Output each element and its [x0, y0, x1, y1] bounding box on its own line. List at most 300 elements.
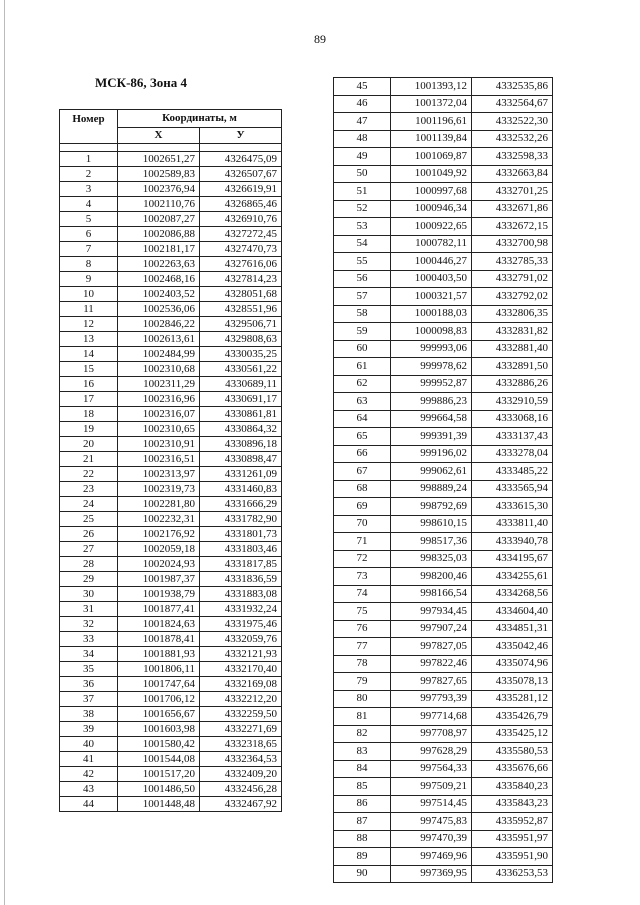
- table-row: [334, 165, 553, 183]
- coordinate-x: 997475,83: [391, 813, 472, 831]
- coordinate-x: 998610,15: [391, 515, 472, 533]
- coordinate-y: 4330689,11: [200, 377, 282, 392]
- table-row: [60, 767, 282, 782]
- table-row: [334, 113, 553, 131]
- coordinate-y: 4332672,15: [472, 218, 553, 236]
- coordinate-y: 4333485,22: [472, 463, 553, 481]
- coordinate-y: 4330864,32: [200, 422, 282, 437]
- coordinate-x: 1001824,63: [118, 617, 200, 632]
- coordinate-x: 998517,36: [391, 533, 472, 551]
- coordinate-x: 1002310,91: [118, 437, 200, 452]
- coordinate-x: 998889,24: [391, 480, 472, 498]
- point-number: 81: [334, 708, 391, 726]
- coordinate-y: 4332792,02: [472, 288, 553, 306]
- coordinate-y: 4332059,76: [200, 632, 282, 647]
- coordinate-x: 1001987,37: [118, 572, 200, 587]
- coordinate-y: 4332891,50: [472, 358, 553, 376]
- table-row: [334, 480, 553, 498]
- table-row: [334, 218, 553, 236]
- coordinate-y: 4330691,17: [200, 392, 282, 407]
- point-number: 49: [334, 148, 391, 166]
- point-number: 9: [60, 272, 118, 287]
- coordinate-y: 4335426,79: [472, 708, 553, 726]
- coordinate-x: 1000098,83: [391, 323, 472, 341]
- table-row: [334, 813, 553, 831]
- coordinate-y: 4327616,06: [200, 257, 282, 272]
- table-row: [334, 655, 553, 673]
- coordinate-x: 1001196,61: [391, 113, 472, 131]
- point-number: 44: [60, 797, 118, 812]
- coordinate-x: 1002176,92: [118, 527, 200, 542]
- point-number: 66: [334, 445, 391, 463]
- coordinate-y: 4328051,68: [200, 287, 282, 302]
- point-number: 35: [60, 662, 118, 677]
- point-number: 85: [334, 778, 391, 796]
- header-x: X: [118, 128, 200, 144]
- point-number: 7: [60, 242, 118, 257]
- coordinate-y: 4332671,86: [472, 200, 553, 218]
- coordinate-x: 1001706,12: [118, 692, 200, 707]
- coordinate-y: 4335951,90: [472, 848, 553, 866]
- point-number: 14: [60, 347, 118, 362]
- table-row: [60, 272, 282, 287]
- point-number: 41: [60, 752, 118, 767]
- point-number: 26: [60, 527, 118, 542]
- coordinate-y: 4332318,65: [200, 737, 282, 752]
- coordinate-x: 1002313,97: [118, 467, 200, 482]
- point-number: 8: [60, 257, 118, 272]
- point-number: 55: [334, 253, 391, 271]
- coordinate-x: 1001517,20: [118, 767, 200, 782]
- coordinate-y: 4335078,13: [472, 673, 553, 691]
- coordinate-y: 4330896,18: [200, 437, 282, 452]
- coordinate-y: 4331932,24: [200, 602, 282, 617]
- point-number: 24: [60, 497, 118, 512]
- coordinate-y: 4332532,26: [472, 130, 553, 148]
- coordinate-y: 4333137,43: [472, 428, 553, 446]
- coordinate-y: 4332535,86: [472, 78, 553, 96]
- point-number: 45: [334, 78, 391, 96]
- coordinate-x: 1001372,04: [391, 95, 472, 113]
- coordinate-x: 1001069,87: [391, 148, 472, 166]
- coordinate-y: 4331666,29: [200, 497, 282, 512]
- coordinate-x: 1002310,68: [118, 362, 200, 377]
- point-number: 50: [334, 165, 391, 183]
- point-number: 52: [334, 200, 391, 218]
- coordinate-x: 1002087,27: [118, 212, 200, 227]
- coordinate-y: 4333940,78: [472, 533, 553, 551]
- coordinates-table-left: [59, 109, 282, 812]
- coordinate-y: 4332169,08: [200, 677, 282, 692]
- point-number: 73: [334, 568, 391, 586]
- table-row: [60, 452, 282, 467]
- document-title: МСК-86, Зона 4: [95, 75, 188, 90]
- coordinate-x: 1002846,22: [118, 317, 200, 332]
- header-spacer: [60, 144, 118, 152]
- point-number: 57: [334, 288, 391, 306]
- point-number: 11: [60, 302, 118, 317]
- table-row: [334, 743, 553, 761]
- table-row: [334, 533, 553, 551]
- table-row: [334, 568, 553, 586]
- table-row: [60, 572, 282, 587]
- point-number: 10: [60, 287, 118, 302]
- table-row: [60, 437, 282, 452]
- point-number: 90: [334, 865, 391, 883]
- coordinate-x: 997827,65: [391, 673, 472, 691]
- point-number: 17: [60, 392, 118, 407]
- coordinate-x: 999664,58: [391, 410, 472, 428]
- coordinate-y: 4332121,93: [200, 647, 282, 662]
- coordinate-y: 4332831,82: [472, 323, 553, 341]
- table-row: [334, 428, 553, 446]
- coordinate-x: 997934,45: [391, 603, 472, 621]
- coordinate-x: 1002589,83: [118, 167, 200, 182]
- table-row: [334, 323, 553, 341]
- table-row: [60, 722, 282, 737]
- coordinate-x: 1001049,92: [391, 165, 472, 183]
- point-number: 48: [334, 130, 391, 148]
- coordinate-y: 4326507,67: [200, 167, 282, 182]
- coordinate-x: 1001486,50: [118, 782, 200, 797]
- coordinate-y: 4332212,20: [200, 692, 282, 707]
- point-number: 37: [60, 692, 118, 707]
- coordinate-y: 4330898,47: [200, 452, 282, 467]
- coordinate-x: 1002468,16: [118, 272, 200, 287]
- point-number: 76: [334, 620, 391, 638]
- table-row: [334, 830, 553, 848]
- coordinate-y: 4326865,46: [200, 197, 282, 212]
- table-row: [60, 407, 282, 422]
- point-number: 67: [334, 463, 391, 481]
- point-number: 15: [60, 362, 118, 377]
- coordinate-x: 1000946,34: [391, 200, 472, 218]
- table-row: [334, 253, 553, 271]
- coordinate-x: 1001881,93: [118, 647, 200, 662]
- table-row: [60, 617, 282, 632]
- coordinate-y: 4332259,50: [200, 707, 282, 722]
- point-number: 72: [334, 550, 391, 568]
- point-number: 19: [60, 422, 118, 437]
- coordinate-x: 1000997,68: [391, 183, 472, 201]
- coordinate-x: 1000188,03: [391, 305, 472, 323]
- coordinate-y: 4334195,67: [472, 550, 553, 568]
- coordinate-x: 999886,23: [391, 393, 472, 411]
- coordinate-y: 4326910,76: [200, 212, 282, 227]
- coordinate-y: 4335840,23: [472, 778, 553, 796]
- point-number: 12: [60, 317, 118, 332]
- table-row: [60, 182, 282, 197]
- table-row: [60, 212, 282, 227]
- table-row: [60, 377, 282, 392]
- coordinate-x: 1001806,11: [118, 662, 200, 677]
- table-row: [60, 677, 282, 692]
- point-number: 18: [60, 407, 118, 422]
- point-number: 84: [334, 760, 391, 778]
- coordinate-x: 1002403,52: [118, 287, 200, 302]
- point-number: 31: [60, 602, 118, 617]
- point-number: 58: [334, 305, 391, 323]
- coordinate-x: 999993,06: [391, 340, 472, 358]
- point-number: 79: [334, 673, 391, 691]
- point-number: 4: [60, 197, 118, 212]
- page-number: 89: [314, 32, 326, 46]
- point-number: 36: [60, 677, 118, 692]
- table-row: [60, 467, 282, 482]
- coordinate-y: 4335281,12: [472, 690, 553, 708]
- coordinate-x: 1001603,98: [118, 722, 200, 737]
- coordinate-x: 1000782,11: [391, 235, 472, 253]
- coordinate-x: 1002319,73: [118, 482, 200, 497]
- coordinate-x: 999062,61: [391, 463, 472, 481]
- coordinate-y: 4333565,94: [472, 480, 553, 498]
- coordinate-y: 4332881,40: [472, 340, 553, 358]
- table-row: [60, 512, 282, 527]
- coordinate-y: 4333068,16: [472, 410, 553, 428]
- coordinate-x: 1000922,65: [391, 218, 472, 236]
- point-number: 32: [60, 617, 118, 632]
- point-number: 29: [60, 572, 118, 587]
- table-row: [60, 227, 282, 242]
- coordinate-y: 4334604,40: [472, 603, 553, 621]
- point-number: 38: [60, 707, 118, 722]
- table-row: [334, 148, 553, 166]
- table-row: [334, 515, 553, 533]
- coordinate-y: 4334255,61: [472, 568, 553, 586]
- point-number: 61: [334, 358, 391, 376]
- table-row: [334, 130, 553, 148]
- point-number: 22: [60, 467, 118, 482]
- table-row: [334, 200, 553, 218]
- point-number: 1: [60, 152, 118, 167]
- coordinates-table-right: [333, 77, 553, 883]
- table-row: [334, 358, 553, 376]
- point-number: 40: [60, 737, 118, 752]
- point-number: 89: [334, 848, 391, 866]
- point-number: 30: [60, 587, 118, 602]
- point-number: 71: [334, 533, 391, 551]
- point-number: 23: [60, 482, 118, 497]
- coordinate-x: 997907,24: [391, 620, 472, 638]
- table-row: [334, 375, 553, 393]
- point-number: 6: [60, 227, 118, 242]
- coordinate-x: 1002316,07: [118, 407, 200, 422]
- table-row: [60, 752, 282, 767]
- coordinate-y: 4327470,73: [200, 242, 282, 257]
- coordinate-x: 1002536,06: [118, 302, 200, 317]
- header-spacer: [200, 144, 282, 152]
- point-number: 20: [60, 437, 118, 452]
- coordinate-y: 4332785,33: [472, 253, 553, 271]
- coordinate-x: 1002651,27: [118, 152, 200, 167]
- table-row: [60, 302, 282, 317]
- table-row: [60, 647, 282, 662]
- coordinate-y: 4331801,73: [200, 527, 282, 542]
- table-row: [60, 317, 282, 332]
- table-row: [60, 692, 282, 707]
- table-row: [334, 183, 553, 201]
- coordinate-y: 4331975,46: [200, 617, 282, 632]
- coordinate-x: 1001877,41: [118, 602, 200, 617]
- coordinate-y: 4332663,84: [472, 165, 553, 183]
- coordinate-y: 4332910,59: [472, 393, 553, 411]
- point-number: 13: [60, 332, 118, 347]
- coordinate-y: 4332271,69: [200, 722, 282, 737]
- coordinate-x: 999952,87: [391, 375, 472, 393]
- coordinate-y: 4334851,31: [472, 620, 553, 638]
- point-number: 78: [334, 655, 391, 673]
- table-row: [334, 498, 553, 516]
- coordinate-y: 4331803,46: [200, 542, 282, 557]
- coordinate-y: 4330861,81: [200, 407, 282, 422]
- table-row: [60, 197, 282, 212]
- point-number: 56: [334, 270, 391, 288]
- table-row: [334, 463, 553, 481]
- coordinate-x: 1001544,08: [118, 752, 200, 767]
- point-number: 3: [60, 182, 118, 197]
- coordinate-y: 4332701,25: [472, 183, 553, 201]
- coordinate-y: 4333811,40: [472, 515, 553, 533]
- coordinate-x: 997514,45: [391, 795, 472, 813]
- coordinate-x: 1001580,42: [118, 737, 200, 752]
- point-number: 33: [60, 632, 118, 647]
- table-row: [60, 167, 282, 182]
- table-row: [334, 795, 553, 813]
- table-row: [334, 235, 553, 253]
- coordinate-y: 4332170,40: [200, 662, 282, 677]
- coordinate-y: 4333278,04: [472, 445, 553, 463]
- point-number: 68: [334, 480, 391, 498]
- coordinate-y: 4327814,23: [200, 272, 282, 287]
- coordinate-x: 1001393,12: [391, 78, 472, 96]
- coordinate-x: 998166,54: [391, 585, 472, 603]
- scan-edge-line: [4, 0, 5, 905]
- coordinate-y: 4332456,28: [200, 782, 282, 797]
- coordinate-y: 4329808,63: [200, 332, 282, 347]
- table-row: [334, 445, 553, 463]
- coordinate-x: 1001139,84: [391, 130, 472, 148]
- coordinate-y: 4332522,30: [472, 113, 553, 131]
- coordinate-y: 4335042,46: [472, 638, 553, 656]
- coordinate-x: 1002376,94: [118, 182, 200, 197]
- coordinate-y: 4331836,59: [200, 572, 282, 587]
- coordinate-y: 4331261,09: [200, 467, 282, 482]
- coordinate-y: 4332564,67: [472, 95, 553, 113]
- coordinate-x: 999978,62: [391, 358, 472, 376]
- coordinate-y: 4329506,71: [200, 317, 282, 332]
- table-row: [60, 392, 282, 407]
- coordinate-y: 4330561,22: [200, 362, 282, 377]
- coordinate-x: 1001448,48: [118, 797, 200, 812]
- coordinate-x: 999196,02: [391, 445, 472, 463]
- point-number: 27: [60, 542, 118, 557]
- coordinate-x: 1002281,80: [118, 497, 200, 512]
- table-row: [334, 865, 553, 883]
- coordinate-y: 4328551,96: [200, 302, 282, 317]
- header-coordinates: Координаты, м: [118, 110, 282, 128]
- coordinate-x: 997369,95: [391, 865, 472, 883]
- coordinate-y: 4331782,90: [200, 512, 282, 527]
- point-number: 25: [60, 512, 118, 527]
- coordinate-x: 1001656,67: [118, 707, 200, 722]
- coordinate-x: 1002181,17: [118, 242, 200, 257]
- coordinate-y: 4334268,56: [472, 585, 553, 603]
- table-row: [334, 270, 553, 288]
- coordinate-x: 1001878,41: [118, 632, 200, 647]
- coordinate-y: 4332598,33: [472, 148, 553, 166]
- point-number: 83: [334, 743, 391, 761]
- point-number: 54: [334, 235, 391, 253]
- table-row: [334, 288, 553, 306]
- table-row: [60, 782, 282, 797]
- header-number: Номер: [60, 110, 118, 144]
- table-row: [60, 587, 282, 602]
- coordinate-y: 4335676,66: [472, 760, 553, 778]
- table-row: [60, 797, 282, 812]
- coordinate-x: 1002024,93: [118, 557, 200, 572]
- point-number: 51: [334, 183, 391, 201]
- coordinate-x: 1002232,31: [118, 512, 200, 527]
- point-number: 5: [60, 212, 118, 227]
- coordinate-y: 4335580,53: [472, 743, 553, 761]
- coordinate-y: 4335425,12: [472, 725, 553, 743]
- coordinate-x: 997470,39: [391, 830, 472, 848]
- coordinate-x: 998792,69: [391, 498, 472, 516]
- table-row: [60, 482, 282, 497]
- point-number: 53: [334, 218, 391, 236]
- coordinate-x: 998325,03: [391, 550, 472, 568]
- coordinate-x: 998200,46: [391, 568, 472, 586]
- table-row: [60, 542, 282, 557]
- point-number: 60: [334, 340, 391, 358]
- table-row: [60, 527, 282, 542]
- coordinate-x: 1002316,96: [118, 392, 200, 407]
- table-row: [60, 737, 282, 752]
- coordinate-x: 1001747,64: [118, 677, 200, 692]
- table-row: [334, 305, 553, 323]
- table-row: [60, 422, 282, 437]
- coordinate-y: 4336253,53: [472, 865, 553, 883]
- coordinate-x: 1002086,88: [118, 227, 200, 242]
- coordinate-x: 1001938,79: [118, 587, 200, 602]
- coordinate-y: 4333615,30: [472, 498, 553, 516]
- coordinate-x: 997564,33: [391, 760, 472, 778]
- table-row: [60, 347, 282, 362]
- point-number: 46: [334, 95, 391, 113]
- table-row: [334, 95, 553, 113]
- table-row: [60, 332, 282, 347]
- point-number: 82: [334, 725, 391, 743]
- coordinate-x: 997714,68: [391, 708, 472, 726]
- table-row: [60, 497, 282, 512]
- coordinate-x: 1002484,99: [118, 347, 200, 362]
- header-y: У: [200, 128, 282, 144]
- table-row: [334, 638, 553, 656]
- coordinate-y: 4332886,26: [472, 375, 553, 393]
- coordinate-y: 4332409,20: [200, 767, 282, 782]
- point-number: 74: [334, 585, 391, 603]
- coordinate-y: 4326619,91: [200, 182, 282, 197]
- table-row: [60, 152, 282, 167]
- coordinate-x: 1002059,18: [118, 542, 200, 557]
- table-row: [334, 410, 553, 428]
- point-number: 63: [334, 393, 391, 411]
- table-row: [334, 725, 553, 743]
- coordinate-y: 4332467,92: [200, 797, 282, 812]
- coordinate-x: 1000321,57: [391, 288, 472, 306]
- coordinate-y: 4335952,87: [472, 813, 553, 831]
- table-row: [334, 673, 553, 691]
